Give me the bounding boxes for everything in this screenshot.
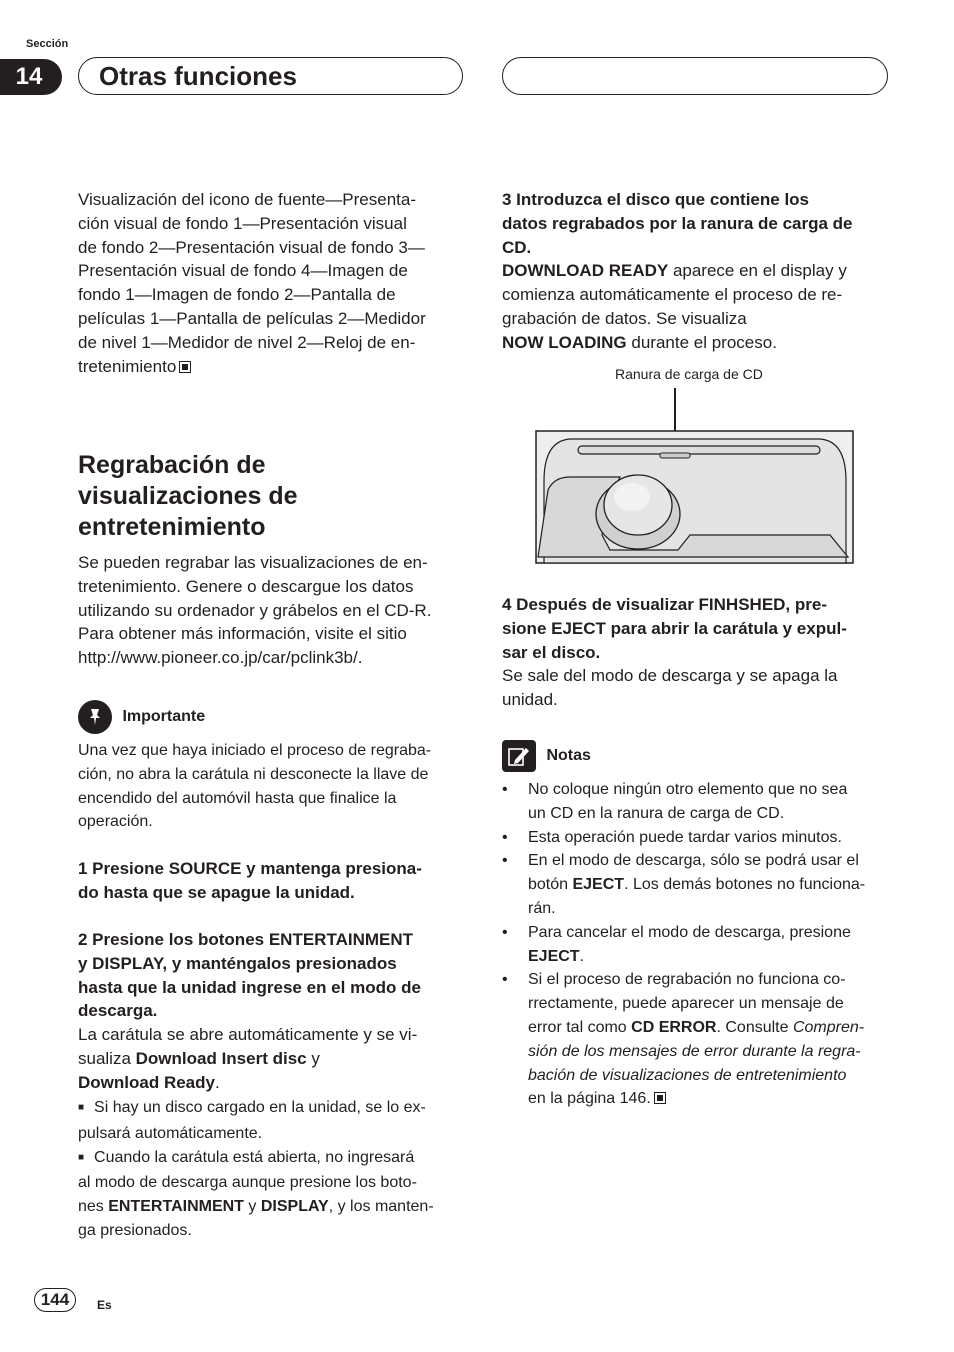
section-body	[78, 551, 468, 670]
display-message: Download Ready	[78, 1072, 215, 1092]
step-body-line	[78, 1071, 468, 1095]
cross-reference: Compren-	[792, 1018, 865, 1036]
notes-icon	[502, 740, 536, 772]
step-2	[78, 928, 468, 1095]
step-2-bullets	[78, 1096, 468, 1243]
text-run: nes	[78, 1198, 109, 1216]
bullet-line: ga presionados.	[78, 1221, 192, 1239]
language-code: Es	[97, 1298, 112, 1312]
text-run: , y los manten-	[328, 1198, 434, 1216]
text-run: sualiza	[78, 1048, 136, 1068]
step-line: 1 Presione SOURCE y mantenga presiona-	[78, 859, 422, 878]
step-body-line: comienza automáticamente el proceso de re-	[502, 285, 843, 305]
pin-icon	[85, 707, 105, 727]
body-line: utilizando su ordenador y grábelos en el CD-R.	[78, 600, 432, 620]
note-line: rrectamente, puede aparecer un mensaje de	[528, 995, 844, 1013]
step-3	[502, 188, 892, 355]
important-header	[78, 700, 468, 734]
error-message: CD ERROR	[631, 1018, 717, 1036]
important-line: Una vez que haya iniciado el proceso de regraba-	[78, 742, 432, 759]
bullet-line: al modo de descarga aunque presione los boto-	[78, 1174, 417, 1192]
slot-tab	[660, 453, 690, 458]
step-body-line: Se sale del modo de descarga y se apaga la	[502, 666, 838, 686]
header-empty-box	[502, 57, 888, 95]
important-line: encendido del automóvil hasta que finalice la	[78, 789, 397, 807]
step-line: 3 Introduzca el disco que contiene los	[502, 190, 810, 209]
section-heading	[78, 450, 468, 543]
cross-reference: sión de los mensajes de error durante la regra-	[528, 1042, 861, 1060]
intro-line: de fondo 2—Presentación visual de fondo 3—	[78, 237, 425, 257]
step-line: sione EJECT para abrir la carátula y expul-	[502, 618, 847, 638]
note-line	[528, 1040, 892, 1064]
step-4	[502, 593, 892, 712]
step-body-line: unidad.	[502, 690, 558, 710]
note-item	[502, 778, 892, 826]
note-line	[528, 1064, 892, 1088]
figure-caption: Ranura de carga de CD	[615, 366, 763, 382]
note-line	[528, 1016, 892, 1040]
bullet-line: ■ Cuando la carátula está abierta, no ingresará	[78, 1146, 468, 1172]
bullet-line: pulsará automáticamente.	[78, 1124, 263, 1142]
step-line: descarga.	[78, 1001, 158, 1021]
display-message: NOW LOADING	[502, 332, 627, 352]
notes-label: Notas	[546, 747, 591, 764]
intro-line: películas 1—Pantalla de películas 2—Medidor	[78, 308, 426, 328]
text-run: .	[579, 947, 585, 965]
intro-line: Visualización del icono de fuente—Presenta-	[78, 190, 417, 209]
note-line: un CD en la ranura de carga de CD.	[528, 804, 785, 822]
text-run: . Consulte	[716, 1018, 793, 1036]
step-line: 2 Presione los botones ENTERTAINMENT	[78, 930, 414, 949]
intro-line	[78, 355, 468, 379]
text-run: botón	[528, 876, 573, 894]
body-line: Se pueden regrabar las visualizaciones de en-	[78, 553, 428, 572]
step-line: 4 Después de visualizar FINHSHED, pre-	[502, 595, 827, 614]
step-body-line	[502, 331, 892, 355]
important-label: Importante	[122, 708, 206, 725]
body-line: http://www.pioneer.co.jp/car/pclink3b/.	[78, 648, 363, 668]
text-run: durante el proceso.	[626, 332, 777, 352]
step-1	[78, 857, 468, 905]
end-mark-icon	[654, 1092, 666, 1104]
step-body-line: grabación de datos. Se visualiza	[502, 308, 747, 328]
cd-slot	[578, 446, 820, 454]
intro-line: fondo 1—Imagen de fondo 2—Pantalla de	[78, 285, 396, 305]
note-line: • Si el proceso de regrabación no funciona co-	[528, 971, 846, 989]
note-line	[528, 945, 892, 969]
step-body-line: La carátula se abre automáticamente y se vi-	[78, 1025, 418, 1045]
display-message: Download Insert disc	[135, 1048, 307, 1068]
section-number-badge: 14	[0, 59, 62, 95]
step-line: do hasta que se apague la unidad.	[78, 882, 355, 902]
pencil-icon	[507, 745, 531, 767]
notes-header	[502, 740, 892, 772]
page-number: 144	[34, 1288, 76, 1312]
cross-reference: bación de visualizaciones de entretenimiento	[528, 1066, 847, 1084]
important-line: ción, no abra la carátula ni desconecte la llave de	[78, 765, 429, 783]
text-run: . Los demás botones no funciona-	[624, 876, 866, 894]
text-run: y	[243, 1198, 261, 1216]
chapter-title: Otras funciones	[78, 57, 463, 95]
bullet-line: ■ Si hay un disco cargado en la unidad, se lo ex-	[78, 1096, 468, 1122]
step-line: y DISPLAY, y manténgalos presionados	[78, 953, 397, 973]
note-item	[502, 849, 892, 920]
important-text	[78, 739, 468, 834]
note-line	[528, 1087, 892, 1111]
note-line: • No coloque ningún otro elemento que no sea	[528, 781, 848, 798]
intro-line: Presentación visual de fondo 4—Imagen de	[78, 261, 408, 281]
text-run: en la página 146.	[528, 1090, 651, 1108]
step-body-line	[78, 1047, 468, 1071]
text-run: aparece en el display y	[668, 261, 847, 281]
note-line	[528, 873, 892, 897]
end-mark-icon	[179, 361, 191, 373]
note-line: • Para cancelar el modo de descarga, presione	[528, 923, 851, 941]
text-run: y	[306, 1048, 320, 1068]
section-label: Sección	[26, 38, 69, 50]
note-line: • En el modo de descarga, sólo se podrá usar el	[528, 852, 859, 870]
step-line: sar el disco.	[502, 642, 601, 662]
notes-list	[502, 778, 892, 1111]
button-name: EJECT	[572, 876, 625, 894]
button-name: EJECT	[528, 947, 580, 965]
knob-highlight	[614, 483, 650, 511]
display-message: DOWNLOAD READY	[502, 261, 669, 281]
step-body-line	[502, 259, 892, 283]
button-name: DISPLAY	[260, 1198, 329, 1216]
step-line: CD.	[502, 237, 532, 257]
step-line: datos regrabados por la ranura de carga de	[502, 213, 853, 233]
intro-line: de nivel 1—Medidor de nivel 2—Reloj de en-	[78, 332, 416, 352]
cd-unit-illustration	[530, 385, 860, 570]
text-run: .	[214, 1072, 220, 1092]
heading-line: Regrabación de	[78, 451, 266, 479]
bullet-line	[78, 1195, 468, 1219]
step-line: hasta que la unidad ingrese en el modo de	[78, 977, 421, 997]
body-line: Para obtener más información, visite el sitio	[78, 624, 407, 644]
important-line: operación.	[78, 813, 153, 831]
intro-paragraph	[78, 188, 468, 378]
heading-line: entretenimiento	[78, 513, 266, 541]
intro-line: ción visual de fondo 1—Presentación visual	[78, 213, 407, 233]
note-item	[502, 921, 892, 969]
text-run: error tal como	[528, 1018, 632, 1036]
heading-line: visualizaciones de	[78, 482, 298, 510]
note-line: • Esta operación puede tardar varios minutos.	[528, 828, 842, 846]
body-line: tretenimiento. Genere o descargue los datos	[78, 576, 414, 596]
intro-line-text: tretenimiento	[78, 356, 177, 376]
note-line: rán.	[528, 899, 556, 917]
note-item	[502, 968, 892, 1111]
button-name: ENTERTAINMENT	[108, 1198, 244, 1216]
important-icon	[78, 700, 112, 734]
note-item	[502, 826, 892, 850]
